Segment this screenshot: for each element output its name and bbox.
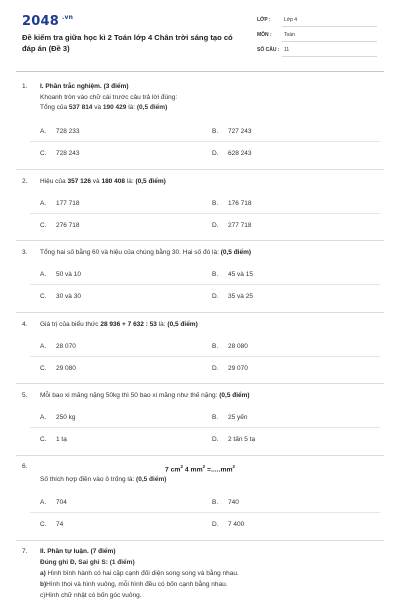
question-number: 2.: [22, 178, 28, 185]
header-divider: [16, 71, 384, 72]
option-c[interactable]: C. 276 718: [40, 222, 80, 229]
site-logo[interactable]: [22, 14, 74, 29]
meta-label: LỚP :: [257, 17, 271, 23]
meta-line: [282, 41, 377, 42]
option-a[interactable]: A. 177 718: [40, 200, 80, 207]
question-text: Hiệu của 357 126 và 180 408 là: (0,5 điểm): [40, 178, 166, 185]
formula: 7 $cm^2$ 4 $mm^2 =.....mm^2$: [164, 464, 236, 474]
option-b[interactable]: B. 740: [212, 499, 239, 506]
page-title: Đề kiểm tra giữa học kì 2 Toán lớp 4 Chân trời sáng tạo có đáp án (Đề 3): [22, 33, 233, 53]
question-number: 5.: [22, 392, 28, 399]
logo-domain: .vn: [62, 14, 74, 21]
option-d[interactable]: D. 29 070: [212, 365, 248, 372]
section-heading: I. Phần trắc nghiệm. (3 điểm): [40, 83, 129, 90]
option-a[interactable]: A. 250 kg: [40, 414, 76, 421]
option-d[interactable]: D. 2 tấn 5 tạ: [212, 436, 256, 443]
option-divider: [30, 141, 380, 142]
question-number: 6.: [22, 463, 28, 470]
option-a[interactable]: A. 28 070: [40, 343, 76, 350]
meta-line: [282, 56, 377, 57]
statement-b: b)Hình thoi và hình vuông, mỗi hình đều có bốn cạnh bằng nhau.: [40, 581, 228, 588]
question-divider: [16, 312, 384, 313]
meta-value: Lớp 4: [284, 17, 298, 23]
question-number: 1.: [22, 83, 28, 90]
question-number: 3.: [22, 249, 28, 256]
statement-c: c)Hình chữ nhật có bốn góc vuông.: [40, 592, 142, 599]
meta-line: [282, 26, 377, 27]
question-divider: [16, 383, 384, 384]
option-a[interactable]: A. 50 và 10: [40, 271, 81, 278]
option-b[interactable]: B. 727 243: [212, 128, 252, 135]
page-header: [0, 0, 400, 70]
meta-label: SỐ CÂU :: [257, 47, 280, 53]
question-number: 4.: [22, 321, 28, 328]
question-divider: [16, 455, 384, 456]
question-text: Mỗi bao xi măng nặng 50kg thì 50 bao xi măng như thế nặng: (0,5 điểm): [40, 392, 250, 399]
question-divider: [16, 240, 384, 241]
question-text: Tổng hai số bằng 60 và hiệu của chúng bằng 30. Hai số đó là: (0,5 điểm): [40, 249, 252, 256]
question-divider: [16, 540, 384, 541]
meta-value: 11: [284, 47, 290, 53]
instruction: Đúng ghi Đ, Sai ghi S: (1 điểm): [40, 559, 135, 566]
option-divider: [30, 213, 380, 214]
meta-class: [257, 14, 377, 28]
question-number: 7.: [22, 548, 28, 555]
option-divider: [30, 512, 380, 513]
section-heading: II. Phần tự luận. (7 điểm): [40, 548, 116, 555]
option-c[interactable]: C. 74: [40, 521, 64, 528]
question-text: Giá trị của biểu thức 28 936 + 7 632 : 53 là: (0,5 điểm): [40, 321, 198, 328]
option-c[interactable]: C. 728 243: [40, 150, 80, 157]
option-c[interactable]: C. 30 và 30: [40, 293, 81, 300]
option-b[interactable]: B. 25 yến: [212, 414, 248, 421]
option-c[interactable]: C. 1 tạ: [40, 436, 67, 443]
option-d[interactable]: D. 277 718: [212, 222, 252, 229]
option-c[interactable]: C. 29 080: [40, 365, 76, 372]
meta-subject: [257, 29, 377, 43]
option-divider: [30, 356, 380, 357]
option-b[interactable]: B. 176 718: [212, 200, 252, 207]
option-d[interactable]: D. 628 243: [212, 150, 252, 157]
option-a[interactable]: A. 704: [40, 499, 67, 506]
question-text: Số thích hợp điền vào ô trống là: (0,5 điểm): [40, 476, 167, 483]
logo-text: 2048: [22, 14, 59, 29]
option-b[interactable]: B. 45 và 15: [212, 271, 253, 278]
option-b[interactable]: B. 28 080: [212, 343, 248, 350]
option-a[interactable]: A. 728 233: [40, 128, 80, 135]
meta-value: Toán: [284, 32, 295, 38]
question-divider: [16, 169, 384, 170]
meta-count: [257, 44, 377, 58]
meta-label: MÔN :: [257, 32, 272, 38]
instruction: Khoanh tròn vào chữ cái trước câu trả lời đúng:: [40, 94, 178, 101]
question-text: Tổng của 537 814 và 190 429 là: (0,5 điểm): [40, 104, 168, 111]
option-divider: [30, 284, 380, 285]
statement-a: a) Hình bình hành có hai cặp cạnh đối diện song song và bằng nhau.: [40, 570, 239, 577]
option-d[interactable]: D. 35 và 25: [212, 293, 253, 300]
option-divider: [30, 427, 380, 428]
option-d[interactable]: D. 7 400: [212, 521, 245, 528]
